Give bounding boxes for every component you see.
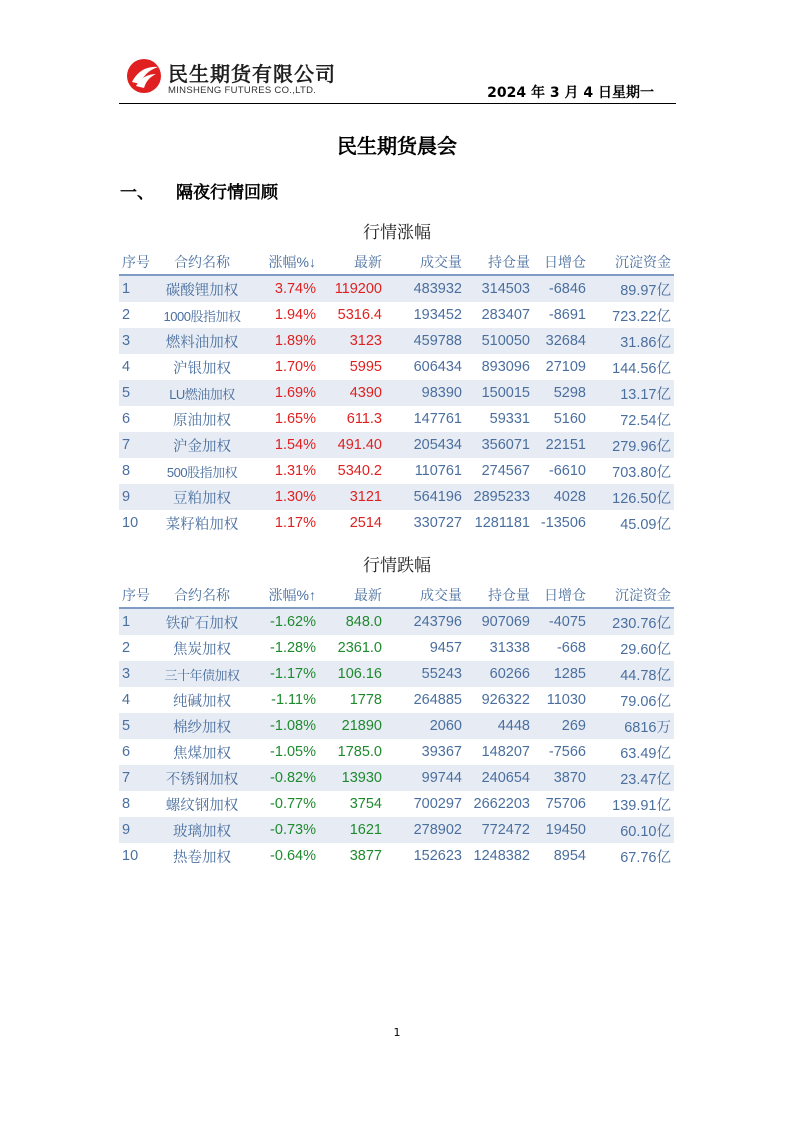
table-row[interactable] bbox=[119, 458, 674, 484]
cell-last: 848.0 bbox=[319, 608, 385, 635]
cell-volume: 278902 bbox=[385, 817, 465, 843]
cell-volume: 205434 bbox=[385, 432, 465, 458]
cell-capital: 44.78亿 bbox=[589, 661, 674, 687]
header-divider bbox=[119, 103, 676, 104]
cell-last: 3877 bbox=[319, 843, 385, 869]
cell-open-interest: 31338 bbox=[465, 635, 533, 661]
table-row[interactable] bbox=[119, 765, 674, 791]
company-name-cn: 民生期货有限公司 bbox=[168, 62, 336, 86]
report-date: 2024 年 3 月 4 日星期一 bbox=[487, 85, 654, 101]
cell-open-interest: 510050 bbox=[465, 328, 533, 354]
cell-volume: 264885 bbox=[385, 687, 465, 713]
cell-oi-change: -4075 bbox=[533, 608, 589, 635]
cell-open-interest: 283407 bbox=[465, 302, 533, 328]
sort-asc-icon: ↑ bbox=[309, 587, 316, 603]
cell-change: 1.30% bbox=[249, 484, 319, 510]
table-row[interactable] bbox=[119, 661, 674, 687]
cell-last: 3121 bbox=[319, 484, 385, 510]
cell-contract: 铁矿石加权 bbox=[155, 608, 249, 635]
cell-change: -1.17% bbox=[249, 661, 319, 687]
cell-change: -0.64% bbox=[249, 843, 319, 869]
cell-oi-change: 27109 bbox=[533, 354, 589, 380]
cell-open-interest: 60266 bbox=[465, 661, 533, 687]
cell-capital: 144.56亿 bbox=[589, 354, 674, 380]
cell-last: 1621 bbox=[319, 817, 385, 843]
cell-change: 1.31% bbox=[249, 458, 319, 484]
cell-contract: 棉纱加权 bbox=[155, 713, 249, 739]
cell-open-interest: 2895233 bbox=[465, 484, 533, 510]
cell-oi-change: 3870 bbox=[533, 765, 589, 791]
company-logo bbox=[126, 58, 366, 100]
cell-contract: 热卷加权 bbox=[155, 843, 249, 869]
table-row[interactable] bbox=[119, 608, 674, 635]
cell-oi-change: -6610 bbox=[533, 458, 589, 484]
cell-contract: 玻璃加权 bbox=[155, 817, 249, 843]
col-header-last[interactable]: 最新 bbox=[319, 583, 385, 608]
table-row[interactable] bbox=[119, 635, 674, 661]
cell-open-interest: 150015 bbox=[465, 380, 533, 406]
cell-oi-change: -6846 bbox=[533, 275, 589, 302]
cell-index: 7 bbox=[119, 765, 155, 791]
cell-capital: 6816万 bbox=[589, 713, 674, 739]
cell-last: 5995 bbox=[319, 354, 385, 380]
col-header-change-label: 涨幅% bbox=[268, 254, 309, 270]
cell-change: 3.74% bbox=[249, 275, 319, 302]
cell-open-interest: 4448 bbox=[465, 713, 533, 739]
cell-last: 3754 bbox=[319, 791, 385, 817]
cell-contract: 沪银加权 bbox=[155, 354, 249, 380]
cell-contract: 沪金加权 bbox=[155, 432, 249, 458]
cell-contract: 焦炭加权 bbox=[155, 635, 249, 661]
cell-open-interest: 1248382 bbox=[465, 843, 533, 869]
table-row[interactable] bbox=[119, 432, 674, 458]
cell-volume: 2060 bbox=[385, 713, 465, 739]
cell-volume: 483932 bbox=[385, 275, 465, 302]
cell-volume: 55243 bbox=[385, 661, 465, 687]
cell-last: 491.40 bbox=[319, 432, 385, 458]
cell-last: 2514 bbox=[319, 510, 385, 536]
losers-header-row bbox=[119, 583, 674, 608]
cell-capital: 31.86亿 bbox=[589, 328, 674, 354]
cell-volume: 152623 bbox=[385, 843, 465, 869]
cell-change: -0.73% bbox=[249, 817, 319, 843]
col-header-volume[interactable]: 成交量 bbox=[385, 583, 465, 608]
cell-contract: LU燃油加权 bbox=[155, 380, 249, 406]
cell-oi-change: 8954 bbox=[533, 843, 589, 869]
cell-capital: 23.47亿 bbox=[589, 765, 674, 791]
table-row[interactable] bbox=[119, 406, 674, 432]
cell-contract: 三十年债加权 bbox=[155, 661, 249, 687]
cell-oi-change: 5298 bbox=[533, 380, 589, 406]
section-heading bbox=[120, 178, 278, 203]
cell-capital: 230.76亿 bbox=[589, 608, 674, 635]
cell-index: 8 bbox=[119, 791, 155, 817]
cell-change: 1.89% bbox=[249, 328, 319, 354]
table-row[interactable] bbox=[119, 843, 674, 869]
cell-last: 21890 bbox=[319, 713, 385, 739]
cell-last: 2361.0 bbox=[319, 635, 385, 661]
cell-oi-change: 5160 bbox=[533, 406, 589, 432]
table-row[interactable] bbox=[119, 817, 674, 843]
cell-change: 1.94% bbox=[249, 302, 319, 328]
cell-open-interest: 274567 bbox=[465, 458, 533, 484]
cell-last: 106.16 bbox=[319, 661, 385, 687]
cell-index: 4 bbox=[119, 687, 155, 713]
cell-volume: 110761 bbox=[385, 458, 465, 484]
company-logo-icon bbox=[126, 58, 162, 94]
cell-oi-change: 75706 bbox=[533, 791, 589, 817]
cell-volume: 9457 bbox=[385, 635, 465, 661]
col-header-change[interactable] bbox=[249, 250, 319, 275]
cell-open-interest: 240654 bbox=[465, 765, 533, 791]
cell-capital: 45.09亿 bbox=[589, 510, 674, 536]
cell-change: -1.08% bbox=[249, 713, 319, 739]
cell-last: 119200 bbox=[319, 275, 385, 302]
cell-open-interest: 148207 bbox=[465, 739, 533, 765]
page-number: 1 bbox=[393, 1026, 401, 1039]
cell-open-interest: 907069 bbox=[465, 608, 533, 635]
gainers-table bbox=[119, 250, 674, 536]
cell-index: 5 bbox=[119, 380, 155, 406]
cell-capital: 72.54亿 bbox=[589, 406, 674, 432]
cell-change: 1.17% bbox=[249, 510, 319, 536]
col-header-index[interactable]: 序号 bbox=[119, 250, 155, 275]
cell-last: 3123 bbox=[319, 328, 385, 354]
cell-contract: 1000股指加权 bbox=[155, 302, 249, 328]
cell-change: -1.11% bbox=[249, 687, 319, 713]
cell-volume: 606434 bbox=[385, 354, 465, 380]
cell-volume: 98390 bbox=[385, 380, 465, 406]
cell-capital: 126.50亿 bbox=[589, 484, 674, 510]
cell-oi-change: -668 bbox=[533, 635, 589, 661]
cell-oi-change: 4028 bbox=[533, 484, 589, 510]
sort-desc-icon: ↓ bbox=[309, 254, 316, 270]
cell-last: 611.3 bbox=[319, 406, 385, 432]
col-header-index[interactable]: 序号 bbox=[119, 583, 155, 608]
cell-volume: 147761 bbox=[385, 406, 465, 432]
cell-capital: 60.10亿 bbox=[589, 817, 674, 843]
cell-volume: 39367 bbox=[385, 739, 465, 765]
cell-open-interest: 2662203 bbox=[465, 791, 533, 817]
col-header-last[interactable]: 最新 bbox=[319, 250, 385, 275]
cell-open-interest: 926322 bbox=[465, 687, 533, 713]
cell-contract: 燃料油加权 bbox=[155, 328, 249, 354]
cell-contract: 原油加权 bbox=[155, 406, 249, 432]
table-row[interactable] bbox=[119, 275, 674, 302]
cell-volume: 330727 bbox=[385, 510, 465, 536]
table-row[interactable] bbox=[119, 687, 674, 713]
cell-open-interest: 772472 bbox=[465, 817, 533, 843]
cell-contract: 500股指加权 bbox=[155, 458, 249, 484]
cell-index: 10 bbox=[119, 843, 155, 869]
cell-oi-change: 22151 bbox=[533, 432, 589, 458]
cell-open-interest: 356071 bbox=[465, 432, 533, 458]
losers-caption: 行情跌幅 bbox=[363, 556, 431, 576]
cell-index: 4 bbox=[119, 354, 155, 380]
col-header-contract[interactable]: 合约名称 bbox=[155, 583, 249, 608]
cell-oi-change: 269 bbox=[533, 713, 589, 739]
cell-index: 2 bbox=[119, 302, 155, 328]
cell-change: -0.77% bbox=[249, 791, 319, 817]
cell-volume: 564196 bbox=[385, 484, 465, 510]
col-header-oi-change[interactable]: 日增仓 bbox=[533, 250, 589, 275]
cell-last: 5316.4 bbox=[319, 302, 385, 328]
cell-index: 9 bbox=[119, 817, 155, 843]
gainers-caption: 行情涨幅 bbox=[363, 223, 431, 243]
cell-last: 4390 bbox=[319, 380, 385, 406]
col-header-oi-change[interactable]: 日增仓 bbox=[533, 583, 589, 608]
cell-capital: 703.80亿 bbox=[589, 458, 674, 484]
table-row[interactable] bbox=[119, 713, 674, 739]
cell-capital: 63.49亿 bbox=[589, 739, 674, 765]
document-title: 民生期货晨会 bbox=[337, 134, 457, 158]
cell-open-interest: 1281181 bbox=[465, 510, 533, 536]
col-header-contract[interactable]: 合约名称 bbox=[155, 250, 249, 275]
col-header-volume[interactable]: 成交量 bbox=[385, 250, 465, 275]
cell-capital: 89.97亿 bbox=[589, 275, 674, 302]
table-row[interactable] bbox=[119, 510, 674, 536]
col-header-open-interest[interactable]: 持仓量 bbox=[465, 583, 533, 608]
cell-change: 1.70% bbox=[249, 354, 319, 380]
cell-index: 8 bbox=[119, 458, 155, 484]
cell-contract: 不锈钢加权 bbox=[155, 765, 249, 791]
cell-index: 9 bbox=[119, 484, 155, 510]
cell-contract: 纯碱加权 bbox=[155, 687, 249, 713]
cell-index: 3 bbox=[119, 328, 155, 354]
cell-open-interest: 59331 bbox=[465, 406, 533, 432]
cell-change: -0.82% bbox=[249, 765, 319, 791]
col-header-capital[interactable]: 沉淀资金 bbox=[589, 583, 674, 608]
cell-index: 2 bbox=[119, 635, 155, 661]
cell-capital: 79.06亿 bbox=[589, 687, 674, 713]
col-header-change-label: 涨幅% bbox=[268, 587, 309, 603]
cell-capital: 13.17亿 bbox=[589, 380, 674, 406]
cell-index: 7 bbox=[119, 432, 155, 458]
cell-change: -1.62% bbox=[249, 608, 319, 635]
cell-oi-change: 11030 bbox=[533, 687, 589, 713]
table-row[interactable] bbox=[119, 302, 674, 328]
section-label: 隔夜行情回顾 bbox=[176, 183, 278, 203]
table-row[interactable] bbox=[119, 328, 674, 354]
cell-index: 5 bbox=[119, 713, 155, 739]
cell-oi-change: -7566 bbox=[533, 739, 589, 765]
cell-index: 3 bbox=[119, 661, 155, 687]
cell-capital: 279.96亿 bbox=[589, 432, 674, 458]
cell-change: -1.28% bbox=[249, 635, 319, 661]
cell-change: 1.54% bbox=[249, 432, 319, 458]
cell-contract: 螺纹钢加权 bbox=[155, 791, 249, 817]
cell-volume: 459788 bbox=[385, 328, 465, 354]
cell-volume: 700297 bbox=[385, 791, 465, 817]
gainers-header-row bbox=[119, 250, 674, 275]
cell-change: -1.05% bbox=[249, 739, 319, 765]
table-row[interactable] bbox=[119, 380, 674, 406]
cell-last: 1785.0 bbox=[319, 739, 385, 765]
cell-index: 10 bbox=[119, 510, 155, 536]
cell-oi-change: 1285 bbox=[533, 661, 589, 687]
cell-volume: 243796 bbox=[385, 608, 465, 635]
cell-index: 1 bbox=[119, 608, 155, 635]
cell-capital: 29.60亿 bbox=[589, 635, 674, 661]
cell-oi-change: -13506 bbox=[533, 510, 589, 536]
cell-oi-change: 32684 bbox=[533, 328, 589, 354]
cell-contract: 菜籽粕加权 bbox=[155, 510, 249, 536]
cell-index: 6 bbox=[119, 739, 155, 765]
cell-last: 5340.2 bbox=[319, 458, 385, 484]
cell-contract: 豆粕加权 bbox=[155, 484, 249, 510]
cell-volume: 99744 bbox=[385, 765, 465, 791]
cell-contract: 焦煤加权 bbox=[155, 739, 249, 765]
cell-last: 13930 bbox=[319, 765, 385, 791]
cell-oi-change: 19450 bbox=[533, 817, 589, 843]
table-row[interactable] bbox=[119, 791, 674, 817]
table-row[interactable] bbox=[119, 739, 674, 765]
table-row[interactable] bbox=[119, 484, 674, 510]
cell-index: 6 bbox=[119, 406, 155, 432]
cell-capital: 67.76亿 bbox=[589, 843, 674, 869]
cell-contract: 碳酸锂加权 bbox=[155, 275, 249, 302]
col-header-change[interactable] bbox=[249, 583, 319, 608]
cell-index: 1 bbox=[119, 275, 155, 302]
cell-change: 1.69% bbox=[249, 380, 319, 406]
cell-open-interest: 314503 bbox=[465, 275, 533, 302]
company-name-en: MINSHENG FUTURES CO.,LTD. bbox=[168, 85, 317, 96]
cell-change: 1.65% bbox=[249, 406, 319, 432]
losers-table bbox=[119, 583, 674, 869]
cell-capital: 139.91亿 bbox=[589, 791, 674, 817]
col-header-capital[interactable]: 沉淀资金 bbox=[589, 250, 674, 275]
cell-capital: 723.22亿 bbox=[589, 302, 674, 328]
col-header-open-interest[interactable]: 持仓量 bbox=[465, 250, 533, 275]
table-row[interactable] bbox=[119, 354, 674, 380]
section-number: 一、 bbox=[120, 183, 154, 203]
cell-volume: 193452 bbox=[385, 302, 465, 328]
cell-oi-change: -8691 bbox=[533, 302, 589, 328]
cell-open-interest: 893096 bbox=[465, 354, 533, 380]
cell-last: 1778 bbox=[319, 687, 385, 713]
